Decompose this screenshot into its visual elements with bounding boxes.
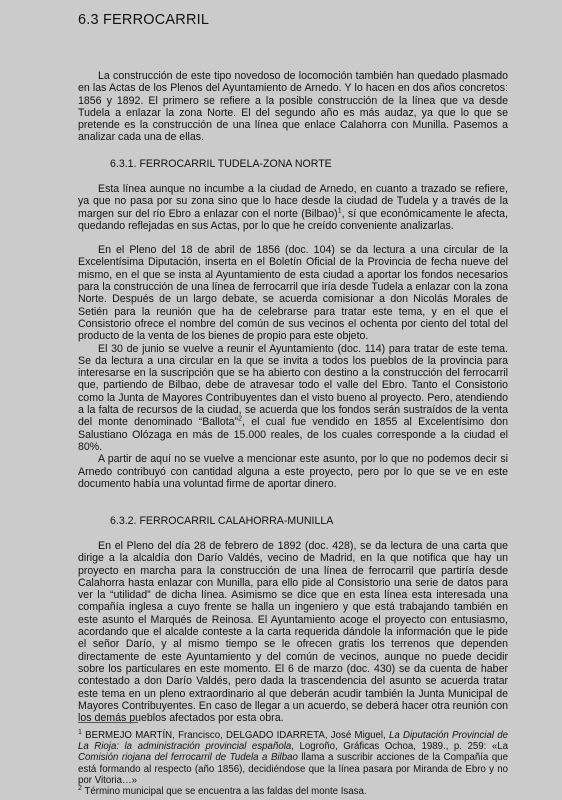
paragraph <box>78 343 508 454</box>
subsection-tudela-block <box>78 183 508 490</box>
footnote-italic: La Diputación Provincial de La Rioja: la administración provincial española <box>78 730 508 753</box>
footnote-1 <box>78 730 508 786</box>
paragraph <box>78 183 508 232</box>
footnote-number: 2 <box>78 784 82 792</box>
footnote-divider <box>78 722 138 723</box>
footnote-italic: Comisión riojana del ferrocarril de Tudela a Bilbao <box>78 752 298 764</box>
subsection-title-tudela: 6.3.1. FERROCARRIL TUDELA-ZONA NORTE <box>110 158 332 170</box>
footnote-2 <box>78 786 508 797</box>
footnote-ref: 2 <box>238 415 243 423</box>
paragraph-text: Esta línea aunque no incumbe a la ciudad de Arnedo, en cuanto a trazado se refiere, ya que no pasa por su zona sino que lo hace desde la ciudad de Tudela y a través de la margen sur del río Ebro a enlazar con el norte (Bilbao) <box>78 183 508 220</box>
footnotes <box>78 730 508 797</box>
footnote-text: llama a suscribir acciones de la Compañía que está formando al respecto (año 1856), decidiéndose que la línea pasara por Miranda de Ebro y no por Vitoria…» <box>78 752 508 786</box>
footnote-ref: 1 <box>337 207 342 215</box>
paragraph: A partir de aquí no se vuelve a mencionar este asunto, por lo que no podemos decir si Arnedo contribuyó con cantidad alguna a este proyecto, pero por lo que se ve en este documento había una voluntad firme de aportar dinero. <box>78 453 508 490</box>
footnote-text: Término municipal que se encuentra a las faldas del monte Isasa. <box>81 786 367 798</box>
paragraph: En el Pleno del 18 de abril de 1856 (doc. 104) se da lectura a una circular de la Excelentísima Diputación, inserta en el Boletín Oficial de la Provincia de fecha nueve del mismo, en el que se insta al Ayuntamiento de esta ciudad a aportar los fondos necesarios para la construcción de una línea de ferrocarril que iría desde Tudela a enlazar con la zona Norte. Después de un largo debate, se acuerda comisionar a don Nicolás Morales de Setién para la reunión que ha de celebrarse para tratar este tema, y en el que el Consistorio ofrece el nombre del común de sus vecinos el ochenta por ciento del total del producto de la venta de los bienes de propio para este objeto. <box>78 244 508 343</box>
footnote-number: 1 <box>78 728 82 736</box>
paragraph: En el Pleno del día 28 de febrero de 1892 (doc. 428), se da lectura de una carta que dirige a la alcaldía don Darío Valdés, vecino de Madrid, en la que notifica que hay un proyecto en marcha para la construcción de una línea de ferrocarril que partiría desde Calahorra hasta enlazar con Munilla, para ello pide al Consistorio una serie de datos para ver la “utilidad” de dicha línea. Asimismo se dice que en esta línea esta interesada una compañía inglesa a cuyo frente se halla un ingeniero y que está trabajando también en este asunto el Marqués de Reinosa. El Ayuntamiento acoge el proyecto con entusiasmo, acordando que el alcalde conteste a la carta requerida dándole la información que le pide el señor Darío, y al mismo tiempo se le ofrecen gratis los terrenos que dependen directamente de este Ayuntamiento y del común de vecinos, aunque no puede decidir sobre los particulares en este momento. El 6 de marzo (doc. 430) se da cuenta de haber contestado a don Darío Valdés, pero dada la trascendencia del asunto se acuerda tratar este tema en un pleno extraordinario al que deberán acudir también la Junta Municipal de Mayores Contribuyentes. En caso de llegar a un acuerdo, se deberá hacer otra reunión con los demás pueblos afectados por esta obra. <box>78 540 508 725</box>
section-title: 6.3 FERROCARRIL <box>78 12 210 28</box>
subsection-title-calahorra: 6.3.2. FERROCARRIL CALAHORRA-MUNILLA <box>110 515 334 527</box>
intro-paragraph-block <box>78 70 508 144</box>
subsection-calahorra-block <box>78 540 508 724</box>
paragraph-text: El 30 de junio se vuelve a reunir el Ayuntamiento (doc. 114) para tratar de este tema. Se da lectura a una circular en la que se invita a todos los pueblos de la provincia para interesarse en la suscripción que se ha abierto con destino a la construcción del ferrocarril que, partiendo de Bilbao, debe de atravesar todo el valle del Ebro. Tanto el Consistorio como la Junta de Mayores Contribuyentes dan el visto bueno al proyecto. Pero, atendiendo a la falta de recursos de la ciudad, se acuerda que los fondos serán sustraídos de la venta del monte denominado “Ballota” <box>78 342 508 429</box>
intro-paragraph: La construcción de este tipo novedoso de locomoción también han quedado plasmado en las Actas de los Plenos del Ayuntamiento de Arnedo. Y lo hacen en dos años concretos: 1856 y 1892. El primero se refiere a la posible construcción de la línea que va desde Tudela a enlazar la zona Norte. El del segundo año es más audaz, ya que lo que se pretende es la construcción de una línea que enlace Calahorra con Munilla. Pasemos a analizar cada una de ellas. <box>78 70 508 144</box>
footnote-text: , Logroño, Gráficas Ochoa, 1989., p. 259: «La <box>291 741 508 753</box>
paragraph-text: , sí que económicamente le afecta, quedando reflejadas en sus Actas, por lo que he creído conveniente analizarlas. <box>78 207 508 232</box>
paragraph-text: , el cual fue vendido en 1855 al Excelentísimo don Salustiano Olózaga en más de 15.000 reales, de los cuales corresponde a la ciudad el 80%. <box>78 416 508 453</box>
footnote-text: BERMEJO MARTÍN, Francisco, DELGADO IDARRETA, José Miguel, <box>81 730 389 741</box>
